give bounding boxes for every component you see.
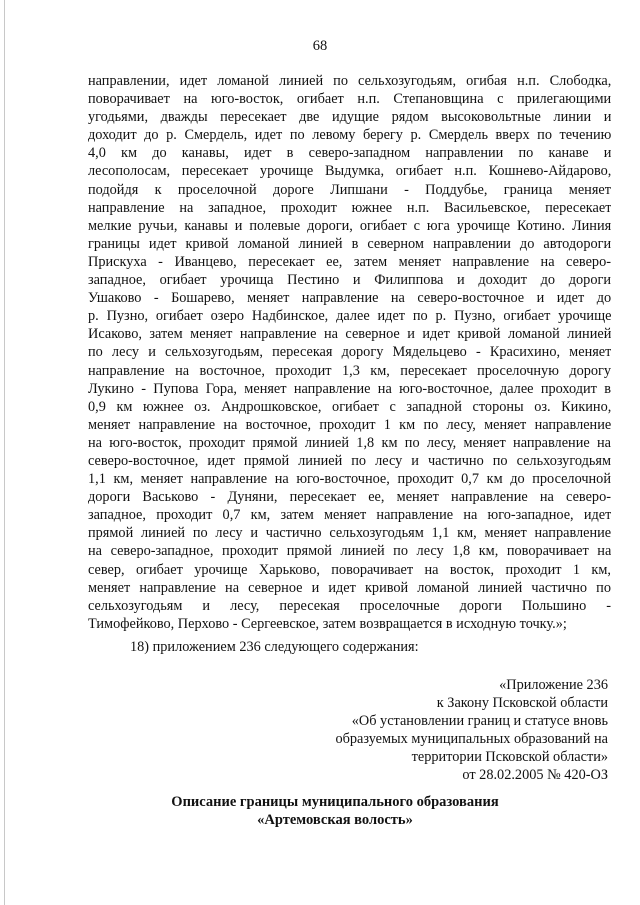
text-line: на юго-восток, проходит прямой линией 1,8 км по лесу, меняет направление на [88,434,611,451]
item-18-text: 18) приложением 236 следующего содержания: [130,639,419,655]
text-line: направление на западное, проходит южнее н.п. Васильевское, пересекает [88,199,611,216]
boundary-description-text [88,72,611,633]
text-line: Тимофейково, Перхово - Сергеевское, затем возвращается в исходную точку.»; [88,615,567,632]
text-line: лесополосам, пересекает урочище Выдумка, огибает н.п. Кошнево-Айдарово, [88,163,611,180]
text-line: меняет направление на северное и идет кривой ломаной линией частично по [88,579,611,596]
page-edge-line [4,0,5,905]
page-number: 68 [312,38,328,54]
text-line: север, огибает урочище Харьково, поворачивает на восток, проходит 1 км, [88,561,611,578]
text-line: дороги Васьково - Дуняни, пересекает ее, меняет направление на северо- [88,489,611,506]
text-line: мелкие ручьи, канавы и полевые дороги, огибает с юга урочище Котино. Линия [88,217,611,234]
appendix-line: «Приложение 236 [499,677,608,693]
appendix-line: к Закону Псковской области [436,695,608,711]
text-line: поворачивает на юго-восток, огибает н.п. Степановщина с прилегающими [88,91,611,108]
title-line: «Артемовская волость» [257,812,413,828]
appendix-line: «Об установлении границ и статусе вновь [351,713,608,729]
section-title [0,793,640,829]
text-line: по лесу и сельхозугодьям, пересекая дорогу Мядельцево - Красихино, меняет [88,344,611,361]
text-line: Лукино - Пупова Гора, меняет направление на юго-восточное, далее проходит в [88,380,611,397]
text-line: подойдя к проселочной дороге Липшани - Поддубье, граница меняет [88,181,611,198]
title-line: Описание границы муниципального образования [171,794,499,810]
text-line: 0,9 км южнее оз. Андрошковское, огибает с западной стороны оз. Кикино, [88,398,611,415]
text-line: направлении, идет ломаной линией по сельхозугодьям, огибая н.п. Слободка, [88,73,611,89]
text-line: меняет направление на восточное, проходит 1 км по лесу, меняет направление [88,416,611,433]
appendix-line: от 28.02.2005 № 420-ОЗ [462,767,608,783]
text-line: направление на восточное, проходит 1,3 км, пересекает проселочную дорогу [88,362,611,379]
appendix-header [248,676,608,784]
text-line: границы идет кривой ломаной линией в северном направлении до автодороги [88,235,611,252]
text-line: прямой линией по лесу и частично сельхозугодьям 1,1 км, меняет направление [88,525,611,542]
appendix-line: территории Псковской области» [411,749,608,765]
text-line: сельхозугодьям и лесу, пересекая проселочные дороги Польшино - [88,597,611,614]
text-line: западное, огибает урочища Пестино и Филиппова и доходит до дороги [88,272,611,289]
text-line: угодьями, дважды пересекает две идущие рядом высоковольтные линии и [88,109,611,126]
text-line: Ушаково - Бошарево, меняет направление на северо-восточное и идет до [88,290,611,307]
appendix-line: образуемых муниципальных образований на [335,731,608,747]
text-line: доходит до р. Смердель, идет по левому берегу р. Смердель вверх по течению [88,127,611,144]
text-line: 4,0 км до канавы, идет в северо-западном направлении по канаве и [88,145,611,162]
text-line: Исаково, затем меняет направление на северное и идет кривой ломаной линией [88,326,611,343]
text-line: р. Пузно, огибает озеро Надбинское, далее идет по р. Пузно, огибает урочище [88,308,611,325]
text-line: Прискуха - Иванцево, пересекает ее, затем меняет направление на северо- [88,253,611,270]
text-line: западное, проходит 0,7 км, затем меняет направление на юго-западное, идет [88,507,611,524]
text-line: 1,1 км, меняет направление на юго-восточное, проходит 0,7 км до проселочной [88,471,611,488]
text-line: северо-восточное, идет прямой линией по лесу и частично по сельхозугодьям [88,452,611,469]
text-line: на северо-западное, проходит прямой линией по лесу 1,8 км, поворачивает на [88,543,611,560]
